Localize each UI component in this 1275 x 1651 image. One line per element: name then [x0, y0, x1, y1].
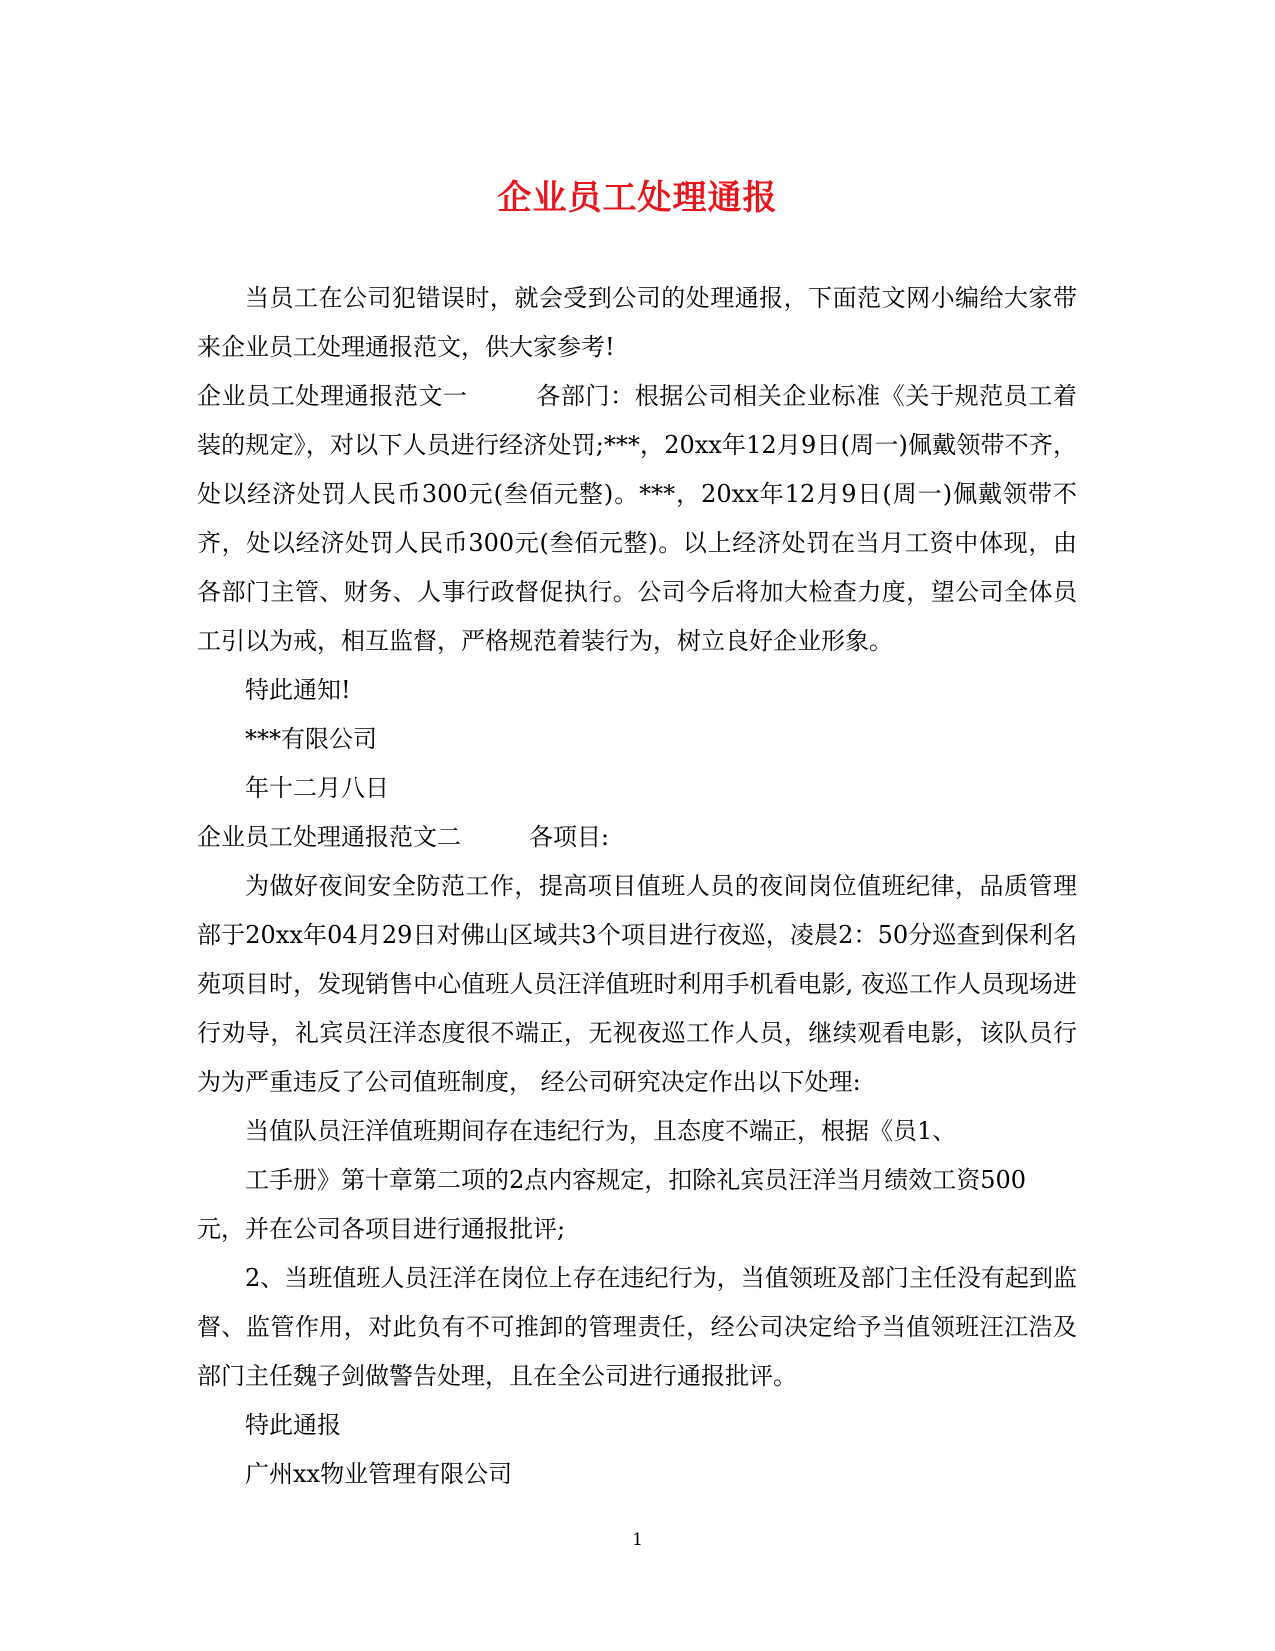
- sample1-heading: 企业员工处理通报范文一: [197, 382, 468, 410]
- sample2-paragraph-3-line-2: 元，并在公司各项目进行通报批评;: [197, 1215, 566, 1243]
- sample2-notice: 特此通报: [245, 1411, 341, 1439]
- sample2-heading-line: [197, 813, 1077, 862]
- sample2-paragraph-1: 为做好夜间安全防范工作，提高项目值班人员的夜间岗位值班纪律，品质管理部于20xx年04月29日对佛山区域共3个项目进行夜巡，凌晨2：50分巡查到保利名苑项目时，发现销售中心值班人员汪洋值班时利用手机看电影, 夜巡工作人员现场进行劝导，礼宾员汪洋态度很不端正，无视夜巡工作人员，继续观看电影，该队员行为为严重违反了公司值班制度， 经公司研究决定作出以下处理:: [197, 872, 1077, 1096]
- sample1-notice: 特此通知!: [245, 676, 351, 704]
- page-number: 1: [632, 1530, 643, 1550]
- sample1-body: 各部门：根据公司相关企业标准《关于规范员工着装的规定》，对以下人员进行经济处罚;***，20xx年12月9日(周一)佩戴领带不齐，处以经济处罚人民币300元(叁佰元整)。***，20xx年12月9日(周一)佩戴领带不齐，处以经济处罚人民币300元(叁佰元整)。以上经济处罚在当月工资中体现，由各部门主管、财务、人事行政督促执行。公司今后将加大检查力度，望公司全体员工引以为戒，相互监督，严格规范着装行为，树立良好企业形象。: [197, 382, 1078, 655]
- document-body: [197, 274, 1077, 1499]
- sample1-company: ***有限公司: [245, 725, 377, 753]
- sample2-heading: 企业员工处理通报范文二: [197, 823, 461, 851]
- sample2-addressee: 各项目:: [529, 823, 610, 851]
- sample2-paragraph-3-line-1: 工手册》第十章第二项的2点内容规定，扣除礼宾员汪洋当月绩效工资500: [245, 1166, 1027, 1194]
- sample2-company: 广州xx物业管理有限公司: [245, 1460, 513, 1488]
- intro-paragraph: 当员工在公司犯错误时，就会受到公司的处理通报，下面范文网小编给大家带来企业员工处理通报范文，供大家参考!: [197, 284, 1077, 361]
- sample2-paragraph-4: 2、当班值班人员汪洋在岗位上存在违纪行为，当值领班及部门主任没有起到监督、监管作用，对此负有不可推卸的管理责任，经公司决定给予当值领班汪江浩及部门主任魏子剑做警告处理，且在全公司进行通报批评。: [197, 1264, 1077, 1390]
- sample1-paragraph: [197, 372, 1077, 666]
- document-title: 企业员工处理通报: [497, 178, 778, 218]
- sample2-paragraph-2: 当值队员汪洋值班期间存在违纪行为，且态度不端正，根据《员1、: [245, 1117, 957, 1145]
- sample1-date: 年十二月八日: [245, 774, 389, 802]
